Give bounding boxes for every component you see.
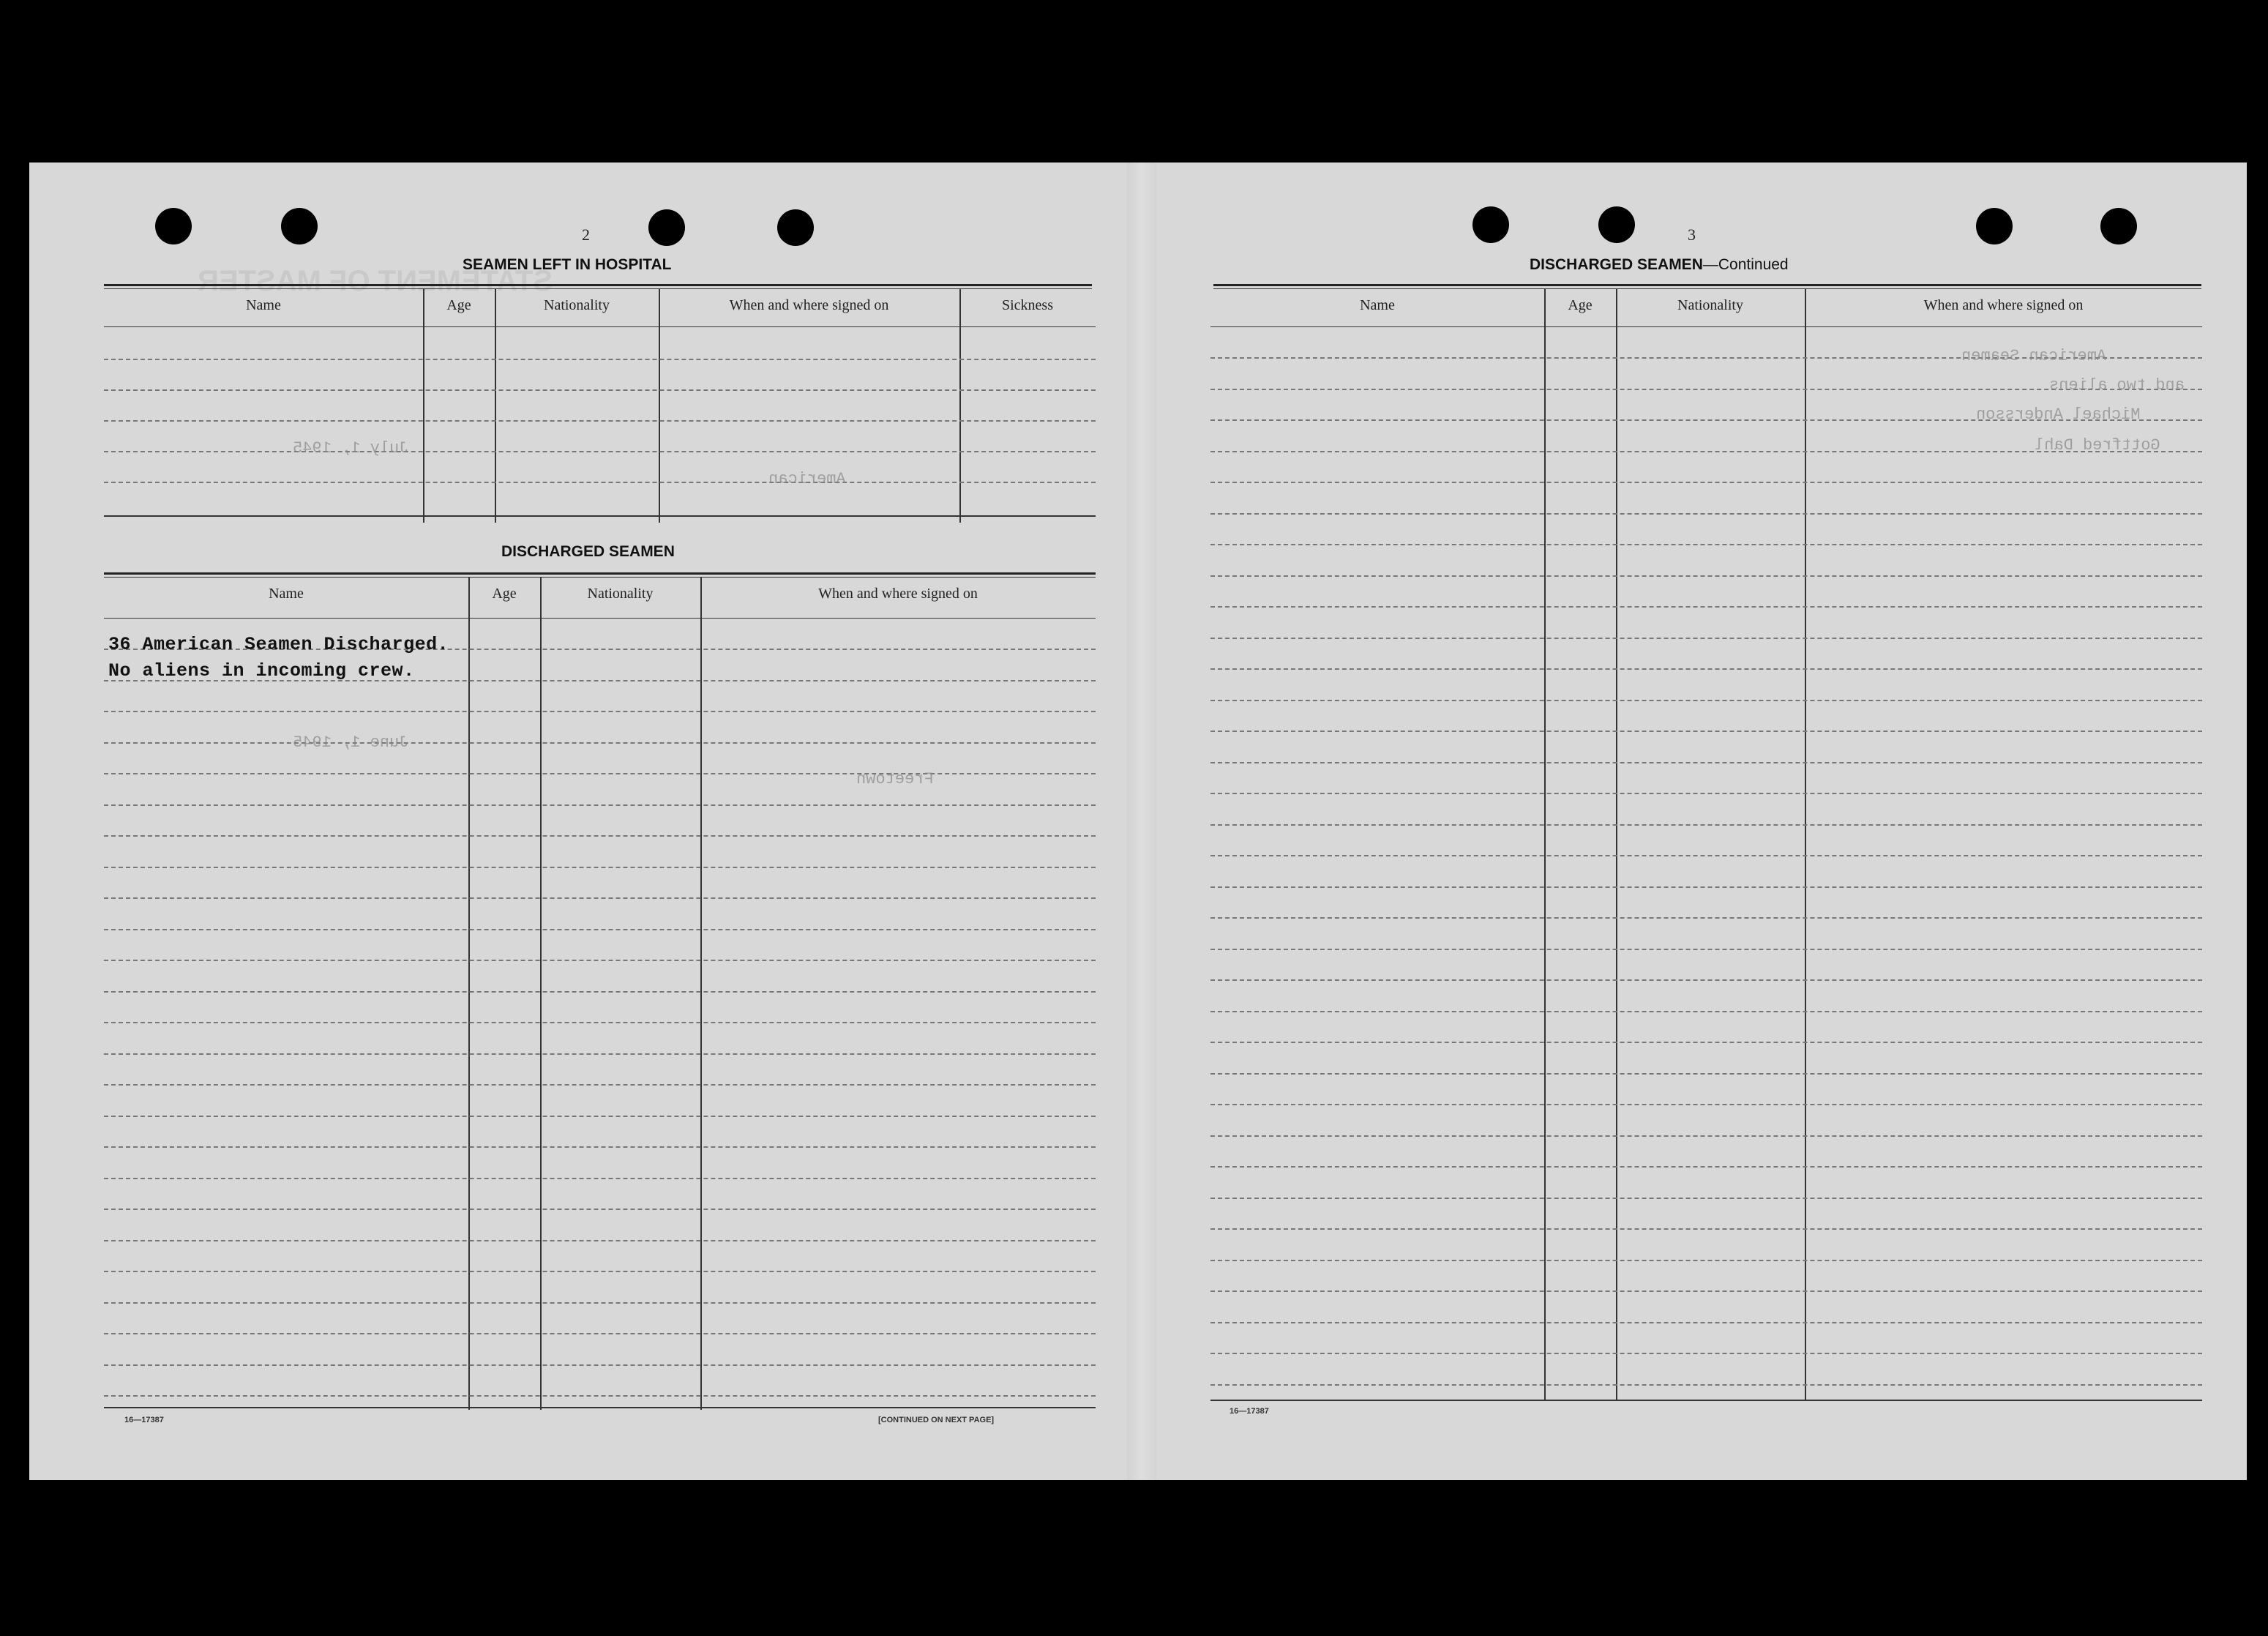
table-row bbox=[1210, 606, 2202, 608]
table-row bbox=[104, 711, 1096, 712]
hospital-table bbox=[104, 288, 1096, 523]
column-divider bbox=[423, 288, 424, 523]
punch-hole bbox=[1976, 208, 2013, 244]
page-number: 2 bbox=[582, 225, 590, 244]
table-row bbox=[104, 867, 1096, 868]
column-divider bbox=[1544, 288, 1546, 1401]
table-row bbox=[1210, 949, 2202, 950]
table-row bbox=[1210, 824, 2202, 826]
table-row bbox=[1210, 1042, 2202, 1043]
table-row bbox=[1210, 1260, 2202, 1261]
table-row bbox=[104, 1116, 1096, 1117]
table-row bbox=[1210, 1166, 2202, 1168]
typed-line-count: 36 American Seamen Discharged. bbox=[108, 634, 449, 655]
column-header-nationality: Nationality bbox=[544, 297, 610, 313]
document-sheet bbox=[29, 163, 2247, 1480]
bleed-through-text: American bbox=[768, 470, 846, 488]
punch-hole bbox=[777, 209, 814, 246]
page-fold bbox=[1127, 163, 1156, 1480]
discharged-continued-table bbox=[1210, 288, 2202, 1413]
table-row bbox=[1210, 700, 2202, 701]
bleed-through-text: Gottfred Dahl bbox=[2035, 436, 2160, 455]
column-header-signed-on: When and where signed on bbox=[729, 297, 889, 313]
punch-hole bbox=[648, 209, 685, 246]
punch-hole bbox=[155, 208, 192, 244]
column-header-nationality: Nationality bbox=[587, 586, 654, 602]
header-rule bbox=[104, 326, 1096, 327]
table-row bbox=[104, 1333, 1096, 1334]
table-row bbox=[1210, 762, 2202, 763]
table-row bbox=[1210, 1384, 2202, 1386]
table-row bbox=[104, 359, 1096, 360]
discharged-table bbox=[104, 577, 1096, 1410]
table-row bbox=[104, 482, 1096, 483]
section-rule bbox=[104, 572, 1096, 575]
column-divider bbox=[495, 288, 496, 523]
section-rule bbox=[104, 284, 1092, 286]
form-number: 16—17387 bbox=[124, 1416, 164, 1424]
header-rule bbox=[1210, 326, 2202, 327]
column-header-age: Age bbox=[1568, 297, 1593, 313]
table-row bbox=[1210, 917, 2202, 919]
table-row bbox=[1210, 513, 2202, 515]
bleed-through-text: July 1, 1945 bbox=[293, 439, 409, 457]
column-divider bbox=[1805, 288, 1806, 1401]
bleed-through-text: June 1, 1945 bbox=[293, 733, 409, 752]
table-row bbox=[104, 742, 1096, 744]
column-divider bbox=[959, 288, 961, 523]
section-rule bbox=[1213, 284, 2201, 286]
section-title-main: DISCHARGED SEAMEN bbox=[1530, 256, 1703, 273]
table-row bbox=[104, 929, 1096, 930]
column-header-nationality: Nationality bbox=[1677, 297, 1743, 313]
table-row bbox=[104, 960, 1096, 961]
table-row bbox=[104, 1240, 1096, 1241]
table-row bbox=[104, 897, 1096, 899]
section-title-hospital: SEAMEN LEFT IN HOSPITAL bbox=[463, 256, 672, 273]
column-header-age: Age bbox=[492, 586, 517, 602]
column-header-name: Name bbox=[246, 297, 281, 313]
bleed-through-text: Freetown bbox=[856, 770, 934, 788]
table-row bbox=[1210, 1291, 2202, 1292]
table-row bbox=[1210, 544, 2202, 545]
table-row bbox=[104, 804, 1096, 806]
column-divider bbox=[1616, 288, 1617, 1401]
section-title-suffix: —Continued bbox=[1702, 256, 1789, 273]
bleed-through-text: STATEMENT OF MASTER bbox=[198, 265, 553, 297]
table-row bbox=[1210, 1011, 2202, 1012]
table-row bbox=[1210, 1322, 2202, 1323]
column-divider bbox=[700, 577, 702, 1410]
table-row bbox=[104, 1271, 1096, 1272]
section-title-discharged: DISCHARGED SEAMEN bbox=[501, 543, 675, 560]
table-row bbox=[1210, 638, 2202, 639]
table-row bbox=[104, 773, 1096, 774]
table-row bbox=[104, 1395, 1096, 1397]
table-row bbox=[104, 420, 1096, 422]
table-row bbox=[104, 1053, 1096, 1055]
page-number: 3 bbox=[1688, 225, 1696, 244]
punch-hole bbox=[1598, 206, 1635, 243]
punch-hole bbox=[2100, 208, 2137, 244]
bleed-through-text: American Seamen bbox=[1961, 347, 2107, 365]
punch-hole bbox=[281, 208, 318, 244]
column-header-name: Name bbox=[1360, 297, 1395, 313]
punch-hole bbox=[1472, 206, 1509, 243]
table-row bbox=[104, 991, 1096, 993]
table-row bbox=[1210, 1104, 2202, 1105]
section-title-discharged-continued bbox=[1530, 256, 1789, 274]
column-header-age: Age bbox=[446, 297, 471, 313]
column-divider bbox=[468, 577, 470, 1410]
table-row bbox=[104, 1178, 1096, 1179]
table-row bbox=[1210, 482, 2202, 483]
table-row bbox=[1210, 731, 2202, 732]
header-rule bbox=[104, 618, 1096, 619]
table-row bbox=[1210, 1353, 2202, 1354]
table-row bbox=[1210, 575, 2202, 577]
column-header-signed-on: When and where signed on bbox=[1923, 297, 2084, 313]
table-row bbox=[104, 1302, 1096, 1304]
table-row bbox=[104, 1146, 1096, 1148]
table-row bbox=[1210, 1135, 2202, 1137]
table-row bbox=[104, 835, 1096, 837]
table-row bbox=[1210, 855, 2202, 856]
table-row bbox=[104, 1084, 1096, 1086]
table-row bbox=[104, 1022, 1096, 1023]
table-row bbox=[1210, 793, 2202, 794]
table-bottom-rule bbox=[104, 515, 1096, 517]
table-bottom-rule bbox=[1210, 1400, 2202, 1401]
bleed-through-text: and two aliens bbox=[2049, 376, 2185, 395]
continued-note: [CONTINUED ON NEXT PAGE] bbox=[878, 1416, 995, 1424]
form-number: 16—17387 bbox=[1230, 1407, 1269, 1416]
table-row bbox=[1210, 1228, 2202, 1230]
column-header-sickness: Sickness bbox=[1002, 297, 1053, 313]
table-bottom-rule bbox=[104, 1407, 1096, 1408]
column-header-signed-on: When and where signed on bbox=[818, 586, 978, 602]
table-row bbox=[104, 1364, 1096, 1366]
table-row bbox=[104, 389, 1096, 391]
column-header-name: Name bbox=[269, 586, 304, 602]
table-row bbox=[1210, 1198, 2202, 1199]
column-divider bbox=[540, 577, 542, 1410]
typed-line-aliens: No aliens in incoming crew. bbox=[108, 660, 415, 681]
table-row bbox=[1210, 668, 2202, 670]
column-divider bbox=[659, 288, 660, 523]
table-row bbox=[1210, 886, 2202, 888]
table-row bbox=[104, 1209, 1096, 1210]
bleed-through-text: Michael Andersson bbox=[1976, 406, 2141, 424]
table-row bbox=[104, 451, 1096, 452]
table-row bbox=[1210, 979, 2202, 981]
table-row bbox=[1210, 1073, 2202, 1075]
